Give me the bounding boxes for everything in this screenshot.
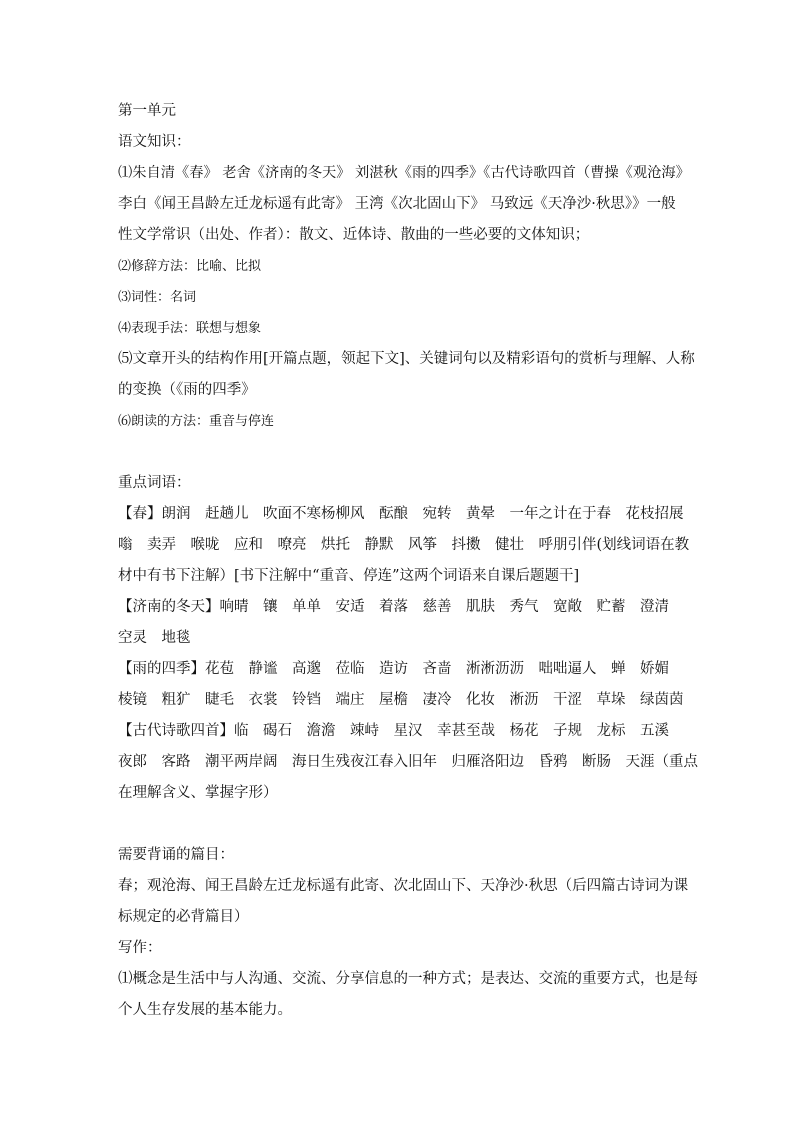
vocab-line: 【古代诗歌四首】临 碣石 澹澹 竦峙 星汉 幸甚至哉 杨花 子规 龙标 五溪 [118,723,669,739]
knowledge-item-1-line-2: 李白《闻王昌龄左迁龙标遥有此寄》 王湾《次北固山下》 马致远《天净沙·秋思》》一般 [118,196,676,212]
vocab-line: 嗡 卖弄 喉咙 应和 嘹亮 烘托 静默 风筝 抖擞 健壮 呼朋引伴(划线词语在教 [118,537,690,553]
knowledge-item-6: ⑹朗读的方法：重音与停连 [118,414,275,429]
recite-line: 春；观沧海、闻王昌龄左迁龙标遥有此寄、次北固山下、天净沙·秋思（后四篇古诗词为课 [118,878,689,894]
knowledge-item-3: ⑶词性：名词 [118,290,197,305]
recite-line: 标规定的必背篇目） [118,909,249,925]
vocab-line: 【春】朗润 赶趟儿 吹面不寒杨柳风 酝酿 宛转 黄晕 一年之计在于春 花枝招展 [118,506,684,522]
knowledge-item-1-line-3: 性文学常识（出处、作者）：散文、近体诗、散曲的一些必要的文体知识； [118,227,590,243]
document-page [118,96,698,1026]
knowledge-item-2: ⑵修辞方法：比喻、比拟 [118,259,262,274]
section-gap [118,809,698,840]
vocab-line: 【雨的四季】花苞 静谧 高邈 莅临 造访 吝啬 淅淅沥沥 咄咄逼人 蝉 娇媚 [118,661,669,677]
writing-line: ⑴概念是生活中与人沟通、交流、分享信息的一种方式；是表达、交流的重要方式，也是每 [118,971,698,987]
vocab-line: 棱镜 粗犷 睫毛 衣裳 铃铛 端庄 屋檐 凄冷 化妆 淅沥 干涩 草垛 绿茵茵 [118,692,684,708]
knowledge-item-5-line-1: ⑸文章开头的结构作用[开篇点题，领起下文]、关键词句以及精彩语句的赏析与理解、人称 [118,351,695,367]
vocab-line: 在理解含义、掌握字形） [118,785,278,801]
knowledge-item-1-line-1: ⑴朱自清《春》 老舍《济南的冬天》 刘湛秋《雨的四季》《古代诗歌四首（曹操《观沧海》 [118,165,690,181]
vocab-heading: 重点词语： [118,475,191,491]
knowledge-heading: 语文知识： [118,134,191,150]
writing-line: 个人生存发展的基本能力。 [118,1002,292,1018]
unit-title: 第一单元 [118,103,176,119]
vocab-line: 空灵 地毯 [118,630,191,646]
vocab-line: 材中有书下注解）[书下注解中“重音、停连”这两个词语来自课后题题干] [118,568,580,584]
knowledge-item-5-line-2: 的变换（《雨的四季》 [118,382,256,398]
knowledge-item-4: ⑷表现手法：联想与想象 [118,321,262,336]
writing-heading: 写作： [118,940,162,956]
recite-heading: 需要背诵的篇目： [118,847,234,863]
vocab-line: 【济南的冬天】响晴 镶 单单 安适 着落 慈善 肌肤 秀气 宽敞 贮蓄 澄清 [118,599,669,615]
section-gap [118,437,698,468]
vocab-line: 夜郎 客路 潮平两岸阔 海日生残夜江春入旧年 归雁洛阳边 昏鸦 断肠 天涯（重点 [118,754,698,770]
